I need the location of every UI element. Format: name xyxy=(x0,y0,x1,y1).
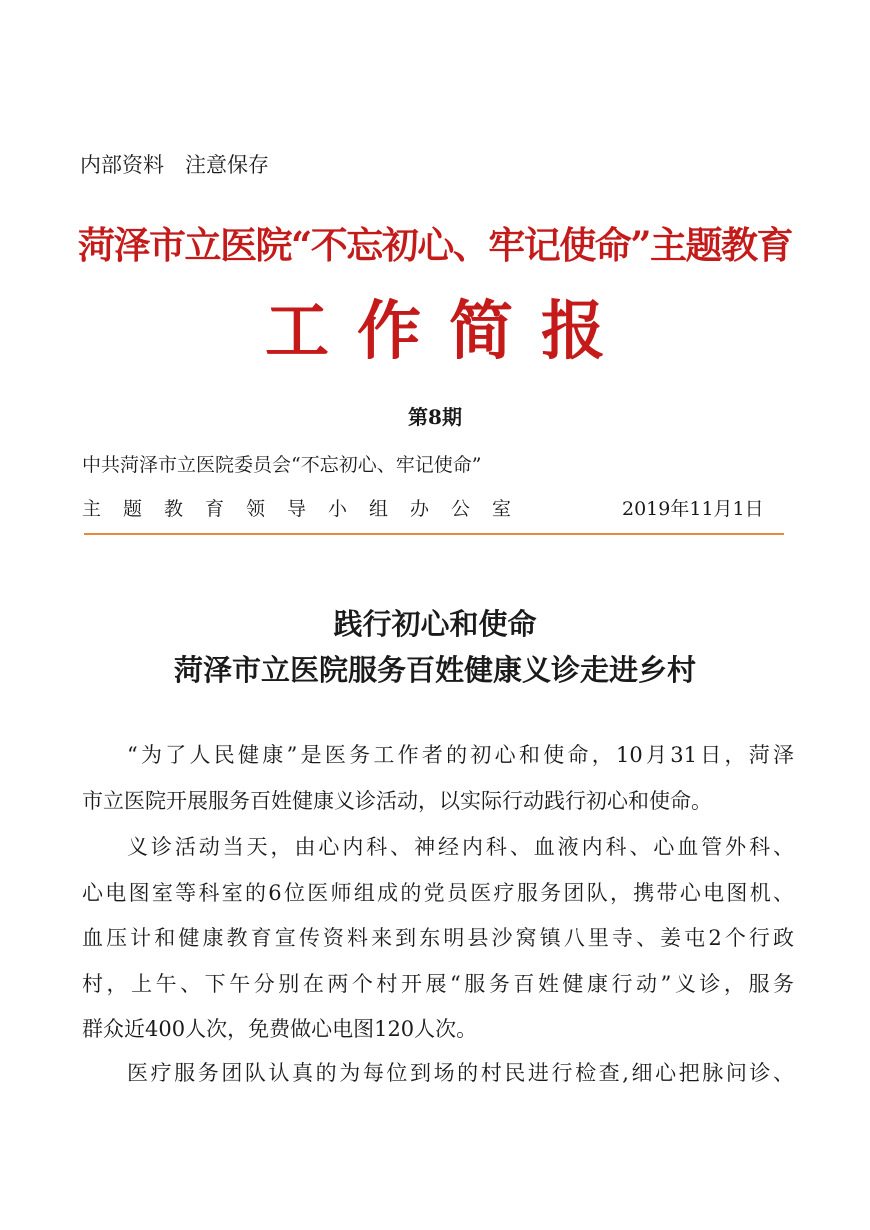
article-paragraph-2 xyxy=(82,825,794,1053)
paragraph-line: 义诊活动当天，由心内科、神经内科、血液内科、心血管外科、 xyxy=(127,835,794,859)
paragraph-line: 村，上午、下午分别在两个村开展“服务百姓健康行动”义诊，服务 xyxy=(82,971,794,996)
issuing-organization-line1: 中共菏泽市立医院委员会“不忘初心、牢记使命” xyxy=(82,454,482,476)
header-divider xyxy=(84,533,784,535)
article-title-line1: 践行初心和使命 xyxy=(333,607,537,641)
paragraph-line: “为了人民健康”是医务工作者的初心和使命，10月31日，菏泽 xyxy=(127,743,794,767)
paragraph-line: 市立医院开展服务百姓健康义诊活动，以实际行动践行初心和使命。 xyxy=(82,788,712,813)
paragraph-line: 医疗服务团队认真的为每位到场的村民进行检查,细心把脉问诊、 xyxy=(127,1061,794,1085)
article-paragraph-3 xyxy=(82,1051,794,1097)
bulletin-title: 工作简报 xyxy=(265,294,633,369)
internal-document-note: 内部资料 注意保存 xyxy=(80,153,269,177)
paragraph-line: 血压计和健康教育宣传资料来到东明县沙窝镇八里寺、姜屯2个行政 xyxy=(82,926,794,950)
issue-number: 第8期 xyxy=(408,405,462,429)
issuing-organization-line2: 主题教育领导小组办公室 xyxy=(82,498,534,520)
article-paragraph-1 xyxy=(82,733,794,824)
paragraph-line: 心电图室等科室的6位医师组成的党员医疗服务团队，携带心电图机、 xyxy=(82,880,794,905)
bulletin-headline: 菏泽市立医院“不忘初心、牢记使命”主题教育 xyxy=(77,223,793,267)
issue-date: 2019年11月1日 xyxy=(622,498,764,520)
paragraph-line: 群众近400人次，免费做心电图120人次。 xyxy=(82,1017,478,1041)
article-title-line2: 菏泽市立医院服务百姓健康义诊走进乡村 xyxy=(173,653,696,687)
